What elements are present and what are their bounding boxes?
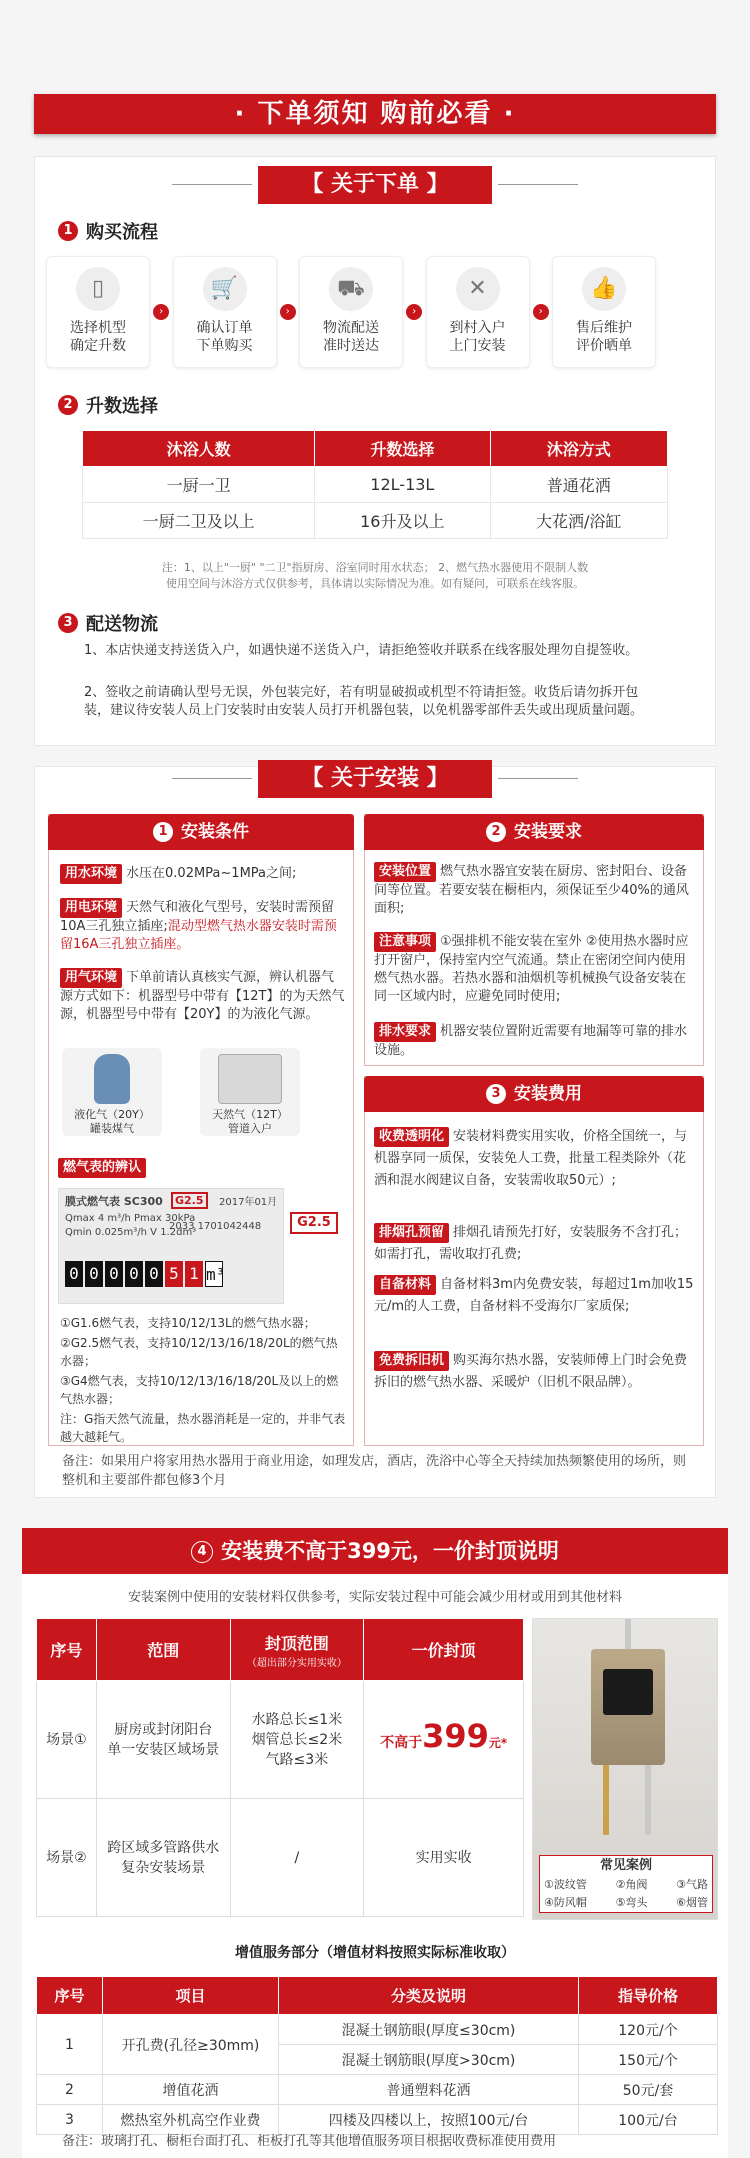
step-card bbox=[552, 256, 656, 368]
column-header: 序号 bbox=[37, 1619, 97, 1681]
step-card bbox=[426, 256, 530, 368]
scene-scope bbox=[96, 1681, 230, 1799]
table-row bbox=[37, 1799, 524, 1917]
scope-line: 单一安装区域场景 bbox=[107, 1741, 220, 1758]
section-title: 安装要求 bbox=[514, 822, 582, 842]
capacity-heading bbox=[58, 392, 158, 418]
chevron-right-icon: › bbox=[533, 304, 549, 320]
column-header: 升数选择 bbox=[315, 431, 490, 467]
cap-line: 气路≤3米 bbox=[265, 1751, 329, 1768]
table-cell: 1 bbox=[37, 2015, 103, 2075]
meter-note: 注：G指天然气流量，热水器消耗是一定的，并非气表越大越耗气。 bbox=[60, 1412, 346, 1444]
step-label: 评价晒单 bbox=[576, 338, 632, 354]
step-label: 确定升数 bbox=[70, 338, 126, 354]
table-row bbox=[37, 2015, 718, 2045]
free-removal bbox=[374, 1350, 696, 1394]
meter-date: 2017年01月 bbox=[219, 1197, 278, 1208]
capacity-table bbox=[82, 430, 668, 539]
install-bottom-note: 备注：如果用户将家用热水器用于商业用途，如理发店，酒店，洗浴中心等全天持续加热频繁使用的场所，则整机和主要部件都包修3个月 bbox=[62, 1454, 687, 1488]
table-note: 使用空间与沐浴方式仅供参考，具体请以实际情况为准。如有疑问，可联系在线客服。 bbox=[166, 577, 584, 590]
table-row bbox=[37, 2075, 718, 2105]
meter-callout: G2.5 bbox=[290, 1212, 338, 1234]
section-number: 4 bbox=[191, 1541, 213, 1563]
meter-digit: 0 bbox=[125, 1261, 143, 1287]
table-cell: 开孔费(孔径≥30mm) bbox=[103, 2015, 279, 2075]
table-cell: 混凝土钢筋眼(厚度>30cm) bbox=[279, 2045, 579, 2075]
scope-line: 厨房或封闭阳台 bbox=[114, 1721, 213, 1738]
ng-label: 天然气（12T） bbox=[212, 1108, 288, 1121]
column-header: 沐浴方式 bbox=[490, 431, 668, 467]
meter-specs: Qmin 0.025m³/h V 1.2dm³ bbox=[65, 1227, 197, 1238]
section-title: 安装条件 bbox=[181, 822, 249, 842]
case-row bbox=[540, 1894, 712, 1912]
install-case-photo bbox=[532, 1618, 718, 1920]
column-header: 指导价格 bbox=[579, 1977, 718, 2015]
pipe-graphic bbox=[645, 1765, 651, 1835]
gas-meter-image bbox=[58, 1188, 284, 1304]
install-requirements-header bbox=[364, 814, 704, 850]
purchase-flow-heading bbox=[58, 218, 158, 244]
install-attention-text: ①强排机不能安装在室外 ②使用热水器时应打开窗户，保持室内空气流通。禁止在密闭空间内使用燃气热水器。若热水器和油烟机等机械换气设备安装在同一区域内时，应避免同时使用; bbox=[374, 934, 689, 1004]
scene-cap: / bbox=[230, 1799, 364, 1917]
column-header-text: 封顶范围 bbox=[264, 1633, 329, 1653]
install-position-text: 燃气热水器宜安装在厨房、密封阳台、设备间等位置。若要安装在橱柜内，须保证至少40%的通风面积; bbox=[374, 864, 689, 916]
column-header bbox=[230, 1619, 364, 1681]
lpg-label: 罐装煤气 bbox=[90, 1122, 134, 1135]
power-env bbox=[60, 898, 346, 954]
drain-requirement-text: 机器安装位置附近需要有地漏等可靠的排水设施。 bbox=[374, 1024, 688, 1058]
water-env bbox=[60, 864, 346, 884]
case-item: ⑤弯头 bbox=[615, 1896, 648, 1909]
flue-hole bbox=[374, 1222, 696, 1266]
meter-g4: ③G4燃气表，支持10/12/13/16/18/20L及以上的燃气热水器； bbox=[60, 1374, 339, 1406]
free-removal-tag: 免费拆旧机 bbox=[374, 1351, 449, 1371]
table-cell: 普通塑料花洒 bbox=[279, 2075, 579, 2105]
column-header: 范围 bbox=[96, 1619, 230, 1681]
delivery-paragraph: 1、本店快递支持送货入户，如遇快递不送货入户，请拒绝签收并联系在线客服处理勿自提签收。 bbox=[84, 643, 639, 658]
column-header: 一价封顶 bbox=[364, 1619, 524, 1681]
ng-card bbox=[200, 1048, 300, 1136]
fee-transparency bbox=[374, 1126, 696, 1192]
table-header-row bbox=[37, 1619, 524, 1681]
step-card bbox=[46, 256, 150, 368]
price-cap-header bbox=[22, 1528, 728, 1574]
step-label: 上门安装 bbox=[449, 338, 506, 354]
meter-serial: 2033 1701042448 bbox=[169, 1221, 262, 1232]
step-label: 准时送达 bbox=[323, 338, 379, 354]
meter-digit: 0 bbox=[65, 1261, 83, 1287]
scene-number: 场景② bbox=[37, 1799, 97, 1917]
chevron-right-icon: › bbox=[280, 304, 296, 320]
step-number: 2 bbox=[58, 395, 78, 415]
scene-scope bbox=[96, 1799, 230, 1917]
value-added-title: 增值服务部分（增值材料按照实际标准收取） bbox=[235, 1945, 515, 1961]
tools-icon: ✕ bbox=[456, 267, 500, 311]
table-note: 注：1、以上"一厨" "二卫"指厨房、浴室同时用水状态； 2、燃气热水器使用不限制人数 bbox=[161, 561, 589, 574]
truck-icon: ⛟ bbox=[329, 267, 373, 311]
gas-env bbox=[60, 968, 346, 1024]
gas-env-tag: 用气环境 bbox=[60, 968, 122, 988]
step-card bbox=[299, 256, 403, 368]
table-cell: 一厨一卫 bbox=[83, 467, 315, 503]
price-cap-section bbox=[22, 1528, 728, 2158]
own-materials-text: 自备材料3m内免费安装，每超过1m加收15元/m的人工费，自备材料不受海尔厂家质保; bbox=[374, 1277, 694, 1314]
ng-label: 管道入户 bbox=[228, 1122, 272, 1135]
heading-text: 配送物流 bbox=[86, 614, 158, 635]
step-card bbox=[173, 256, 277, 368]
meter-title: 膜式燃气表 SC300 bbox=[65, 1195, 163, 1208]
value-added-footer: 备注：玻璃打孔、橱柜台面打孔、柜板打孔等其他增值服务项目根据收费标准使用费用 bbox=[62, 2134, 557, 2149]
section-title: 安装费不高于399元，一价封顶说明 bbox=[221, 1539, 559, 1563]
scene-cap bbox=[230, 1681, 364, 1799]
table-cell: 12L-13L bbox=[315, 467, 490, 503]
table-row bbox=[37, 1681, 524, 1799]
table-cell: 100元/台 bbox=[579, 2105, 718, 2135]
meter-model: G2.5 bbox=[171, 1192, 208, 1209]
step-label: 下单购买 bbox=[196, 338, 253, 354]
install-attention bbox=[374, 932, 696, 1006]
cap-line: 烟管总长≤2米 bbox=[251, 1731, 343, 1748]
water-env-text: 水压在0.02MPa~1MPa之间; bbox=[126, 866, 297, 881]
case-item: ⑥烟管 bbox=[676, 1896, 708, 1909]
table-header-row bbox=[83, 431, 668, 467]
water-env-tag: 用水环境 bbox=[60, 864, 122, 884]
meter-g25: ②G2.5燃气表，支持10/12/13/16/18/20L的燃气热水器； bbox=[60, 1336, 338, 1368]
common-cases bbox=[539, 1855, 713, 1913]
fee-transparency-tag: 收费透明化 bbox=[374, 1127, 449, 1147]
case-item: ①波纹管 bbox=[544, 1878, 587, 1891]
case-row bbox=[540, 1876, 712, 1894]
delivery-heading bbox=[58, 610, 158, 636]
own-materials-tag: 自备材料 bbox=[374, 1275, 436, 1295]
fee-transparency-text: 安装材料费实用实收，价格全国统一，与机器享同一质保，安装免人工费，批量工程类除外（花洒和混水阀建议自备，安装需收取50元）; bbox=[374, 1129, 688, 1188]
power-env-text: 天然气和液化气型号，安装时需预留10A三孔独立插座; bbox=[60, 900, 335, 934]
section-number: 1 bbox=[153, 822, 173, 842]
step-label: 物流配送 bbox=[323, 320, 379, 336]
order-ribbon: 【 关于下单 】 bbox=[258, 166, 492, 204]
gas-meter-icon bbox=[218, 1054, 282, 1104]
scene-price: 实用实收 bbox=[364, 1799, 524, 1917]
table-cell: 燃热室外机高空作业费 bbox=[103, 2105, 279, 2135]
meter-digit: 0 bbox=[145, 1261, 163, 1287]
cap-line: 水路总长≤1米 bbox=[251, 1711, 343, 1728]
pipe-graphic bbox=[603, 1765, 609, 1835]
common-cases-title: 常见案例 bbox=[599, 1858, 652, 1873]
lpg-label: 液化气（20Y） bbox=[74, 1108, 150, 1121]
scene-number: 场景① bbox=[37, 1681, 97, 1799]
install-position bbox=[374, 862, 696, 918]
step-label: 到村入户 bbox=[449, 320, 506, 336]
meter-digit-red: 1 bbox=[185, 1261, 203, 1287]
table-cell: 一厨二卫及以上 bbox=[83, 503, 315, 539]
flue-hole-text: 排烟孔请预先打好，安装服务不含打孔；如需打孔，需收取打孔费; bbox=[374, 1225, 688, 1262]
scene-price bbox=[364, 1681, 524, 1799]
scope-line: 复杂安装场景 bbox=[121, 1859, 206, 1876]
free-removal-text: 购买海尔热水器，安装师傅上门时会免费拆旧的燃气热水器、采暖炉（旧机不限品牌）。 bbox=[374, 1353, 688, 1390]
meter-specs: Qmax 4 m³/h Pmax 30kPa bbox=[65, 1213, 196, 1224]
table-cell: 大花洒/浴缸 bbox=[490, 503, 668, 539]
price-prefix: 不高于 bbox=[380, 1735, 423, 1751]
install-conditions-header bbox=[48, 814, 354, 850]
own-materials bbox=[374, 1274, 696, 1318]
meter-digit: 0 bbox=[85, 1261, 103, 1287]
section-title: 安装费用 bbox=[514, 1084, 582, 1104]
table-cell: 16升及以上 bbox=[315, 503, 490, 539]
table-cell: 2 bbox=[37, 2075, 103, 2105]
step-label: 售后维护 bbox=[576, 320, 632, 336]
power-env-warning: 混动型燃气热水器安装时需预留16A三孔独立插座。 bbox=[60, 919, 337, 952]
price-cap-intro: 安装案例中使用的安装材料仅供参考，实际安装过程中可能会减少用材或用到其他材料 bbox=[127, 1590, 622, 1605]
cart-icon: 🛒 bbox=[203, 267, 247, 311]
step-label: 确认订单 bbox=[196, 320, 253, 336]
meter-id-tag: 燃气表的辨认 bbox=[58, 1158, 146, 1178]
column-header: 分类及说明 bbox=[279, 1977, 579, 2015]
meter-id-heading bbox=[58, 1158, 150, 1178]
install-ribbon: 【 关于安装 】 bbox=[258, 760, 492, 798]
table-cell: 混凝土钢筋眼(厚度≤30cm) bbox=[279, 2015, 579, 2045]
phone-icon: ▯ bbox=[76, 267, 120, 311]
gas-env-text: 下单前请认真核实气源，辨认机器气源方式如下：机器型号中带有【12T】的为天然气源，机器型号中带有【20Y】的为液化气源。 bbox=[60, 970, 345, 1022]
purchase-steps bbox=[46, 256, 656, 368]
lpg-card bbox=[62, 1048, 162, 1136]
pipe-graphic bbox=[625, 1619, 631, 1649]
thumbs-up-icon: 👍 bbox=[582, 267, 626, 311]
price-value: 399 bbox=[422, 1717, 489, 1755]
install-attention-tag: 注意事项 bbox=[374, 932, 436, 952]
step-number: 1 bbox=[58, 221, 78, 241]
table-row bbox=[83, 467, 668, 503]
table-cell: 50元/套 bbox=[579, 2075, 718, 2105]
column-header: 序号 bbox=[37, 1977, 103, 2015]
price-suffix: 元* bbox=[488, 1736, 508, 1750]
meter-unit: m³ bbox=[205, 1261, 223, 1287]
install-position-tag: 安装位置 bbox=[374, 862, 436, 882]
drain-requirement bbox=[374, 1022, 696, 1060]
power-env-tag: 用电环境 bbox=[60, 898, 122, 918]
case-item: ④防风帽 bbox=[544, 1896, 587, 1909]
table-cell: 增值花洒 bbox=[103, 2075, 279, 2105]
heater-display bbox=[603, 1669, 653, 1715]
page-banner: · 下单须知 购前必看 · bbox=[34, 94, 716, 134]
case-item: ③气路 bbox=[676, 1878, 708, 1891]
step-label: 选择机型 bbox=[70, 320, 126, 336]
install-fee-header bbox=[364, 1076, 704, 1112]
table-cell: 3 bbox=[37, 2105, 103, 2135]
chevron-right-icon: › bbox=[406, 304, 422, 320]
meter-digit-red: 5 bbox=[165, 1261, 183, 1287]
water-heater-image bbox=[591, 1649, 665, 1765]
delivery-paragraph: 2、签收之前请确认型号无误，外包装完好，若有明显破损或机型不符请拒签。收货后请勿拆开包装，建议待安装人员上门安装时由安装人员打开机器包装，以免机器零部件丢失或出现质量问题。 bbox=[84, 685, 644, 718]
section-number: 3 bbox=[486, 1084, 506, 1104]
price-cap-table bbox=[36, 1618, 524, 1917]
heading-text: 购买流程 bbox=[86, 222, 158, 243]
meter-digit: 0 bbox=[105, 1261, 123, 1287]
drain-requirement-tag: 排水要求 bbox=[374, 1022, 436, 1042]
chevron-right-icon: › bbox=[153, 304, 169, 320]
table-cell: 四楼及四楼以上，按照100元/台 bbox=[279, 2105, 579, 2135]
table-header-row bbox=[37, 1977, 718, 2015]
heading-text: 升数选择 bbox=[86, 396, 158, 417]
case-item: ②角阀 bbox=[615, 1878, 648, 1891]
column-header-note: （超出部分实用实收） bbox=[246, 1657, 347, 1669]
step-number: 3 bbox=[58, 613, 78, 633]
gas-cylinder-icon bbox=[94, 1054, 130, 1104]
table-cell: 普通花洒 bbox=[490, 467, 668, 503]
section-number: 2 bbox=[486, 822, 506, 842]
column-header: 沐浴人数 bbox=[83, 431, 315, 467]
table-row bbox=[83, 503, 668, 539]
column-header: 项目 bbox=[103, 1977, 279, 2015]
scope-line: 跨区域多管路供水 bbox=[107, 1839, 220, 1856]
flue-hole-tag: 排烟孔预留 bbox=[374, 1223, 449, 1243]
meter-digits bbox=[65, 1261, 225, 1287]
meter-g16: ①G1.6燃气表，支持10/12/13L的燃气热水器； bbox=[60, 1316, 316, 1330]
table-cell: 150元/个 bbox=[579, 2045, 718, 2075]
value-added-table bbox=[36, 1976, 718, 2135]
table-cell: 120元/个 bbox=[579, 2015, 718, 2045]
